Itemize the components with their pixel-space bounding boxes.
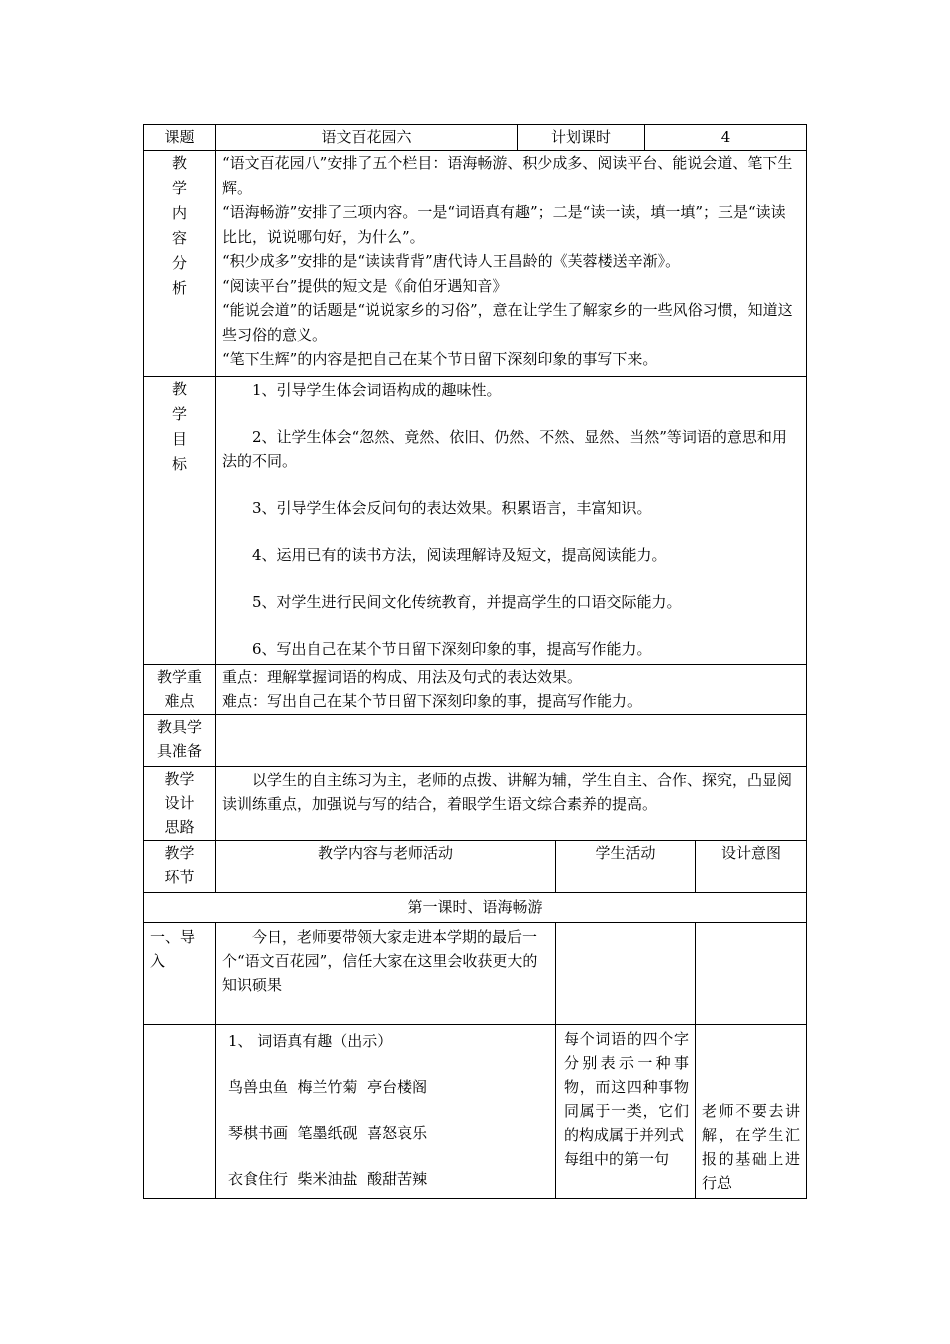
intent-header: 设计意图 xyxy=(696,841,807,893)
analysis-paragraph: “语海畅游”安排了三项内容。一是“词语真有趣”；二是“读一读，填一填”；三是“读读比比，说说哪句好，为什么”。 xyxy=(222,203,786,246)
materials-row xyxy=(144,715,807,767)
content-analysis-row xyxy=(144,151,807,377)
analysis-paragraph: “阅读平台”提供的短文是《俞伯牙遇知音》 xyxy=(222,276,508,295)
objective-item: 3、引导学生体会反问句的表达效果。积累语言，丰富知识。 xyxy=(252,499,652,517)
materials-label: 教具学具准备 xyxy=(144,715,216,767)
objective-item: 4、运用已有的读书方法，阅读理解诗及短文，提高阅读能力。 xyxy=(252,546,667,564)
key-points-label: 教学重难点 xyxy=(144,665,216,715)
difficult-point-text: 难点：写出自己在某个节日留下深刻印象的事，提高写作能力。 xyxy=(222,692,643,710)
intent-cell xyxy=(696,923,807,1025)
process-row xyxy=(144,923,807,1025)
analysis-paragraph: “能说会道”的话题是“说说家乡的习俗”，意在让学生了解家乡的一些风俗习惯，知道这些习俗的意义。 xyxy=(222,301,793,344)
lesson-plan-sheet xyxy=(143,124,806,1199)
hours-value: 4 xyxy=(645,125,807,151)
design-row xyxy=(144,767,807,841)
design-text: 以学生的自主练习为主，老师的点拨、讲解为辅，学生自主、合作、探究，凸显阅读训练重点，加强说与写的结合，着眼学生语文综合素养的提高。 xyxy=(216,767,807,841)
objective-item: 5、对学生进行民间文化传统教育，并提高学生的口语交际能力。 xyxy=(252,593,682,611)
content-title: 1、 词语真有趣（出示） xyxy=(228,1032,393,1050)
content-cell xyxy=(216,1025,556,1199)
intent-cell: 老师不要去讲解，在学生汇报的基础上进行总 xyxy=(696,1025,807,1199)
student-cell xyxy=(556,923,696,1025)
section-title: 第一课时、语海畅游 xyxy=(144,893,807,923)
stage-cell xyxy=(144,1025,216,1199)
key-points-row xyxy=(144,665,807,715)
hours-label: 计划课时 xyxy=(518,125,645,151)
student-header: 学生活动 xyxy=(556,841,696,893)
materials-value xyxy=(216,715,807,767)
analysis-paragraph: “语文百花园八”安排了五个栏目：语海畅游、积少成多、阅读平台、能说会道、笔下生辉。 xyxy=(222,154,793,197)
objective-item: 2、让学生体会“忽然、竟然、依旧、仍然、不然、显然、当然”等词语的意思和用法的不同。 xyxy=(222,428,787,470)
content-analysis-body xyxy=(216,151,807,377)
student-cell: 每个词语的四个字分别表示一种事物，而这四种事物同属于一类，它们的构成属于并列式 每组中的第一句 xyxy=(556,1025,696,1199)
objectives-row xyxy=(144,377,807,665)
topic-label: 课题 xyxy=(144,125,216,151)
stage-cell: 一、导入 xyxy=(144,923,216,1025)
design-label: 教学 设计 思路 xyxy=(144,767,216,841)
word-group: 衣食住行 柴米油盐 酸甜苦辣 xyxy=(228,1170,428,1188)
key-point-text: 重点：理解掌握词语的构成、用法及句式的表达效果。 xyxy=(222,668,583,686)
word-group: 鸟兽虫鱼 梅兰竹菊 亭台楼阁 xyxy=(228,1078,428,1096)
header-row xyxy=(144,125,807,151)
topic-value: 语文百花园六 xyxy=(216,125,518,151)
content-analysis-label: 教 学 内 容 分 析 xyxy=(144,151,216,377)
process-header-row xyxy=(144,841,807,893)
objectives-label: 教 学 目 标 xyxy=(144,377,216,665)
content-cell: 今日，老师要带领大家走进本学期的最后一个“语文百花园”，信任大家在这里会收获更大的知识硕果 xyxy=(216,923,556,1025)
stage-header: 教学 环节 xyxy=(144,841,216,893)
objective-item: 6、写出自己在某个节日留下深刻印象的事，提高写作能力。 xyxy=(252,640,652,658)
objectives-body xyxy=(216,377,807,665)
content-header: 教学内容与老师活动 xyxy=(216,841,556,893)
section-title-row xyxy=(144,893,807,923)
process-row xyxy=(144,1025,807,1199)
objective-item: 1、引导学生体会词语构成的趣味性。 xyxy=(252,381,502,399)
analysis-paragraph: “积少成多”安排的是“读读背背”唐代诗人王昌龄的《芙蓉楼送辛渐》。 xyxy=(222,252,681,270)
analysis-paragraph: “笔下生辉”的内容是把自己在某个节日留下深刻印象的事写下来。 xyxy=(222,350,658,368)
word-group: 琴棋书画 笔墨纸砚 喜怒哀乐 xyxy=(228,1124,428,1142)
lesson-plan-table xyxy=(143,124,807,1199)
key-points-body xyxy=(216,665,807,715)
